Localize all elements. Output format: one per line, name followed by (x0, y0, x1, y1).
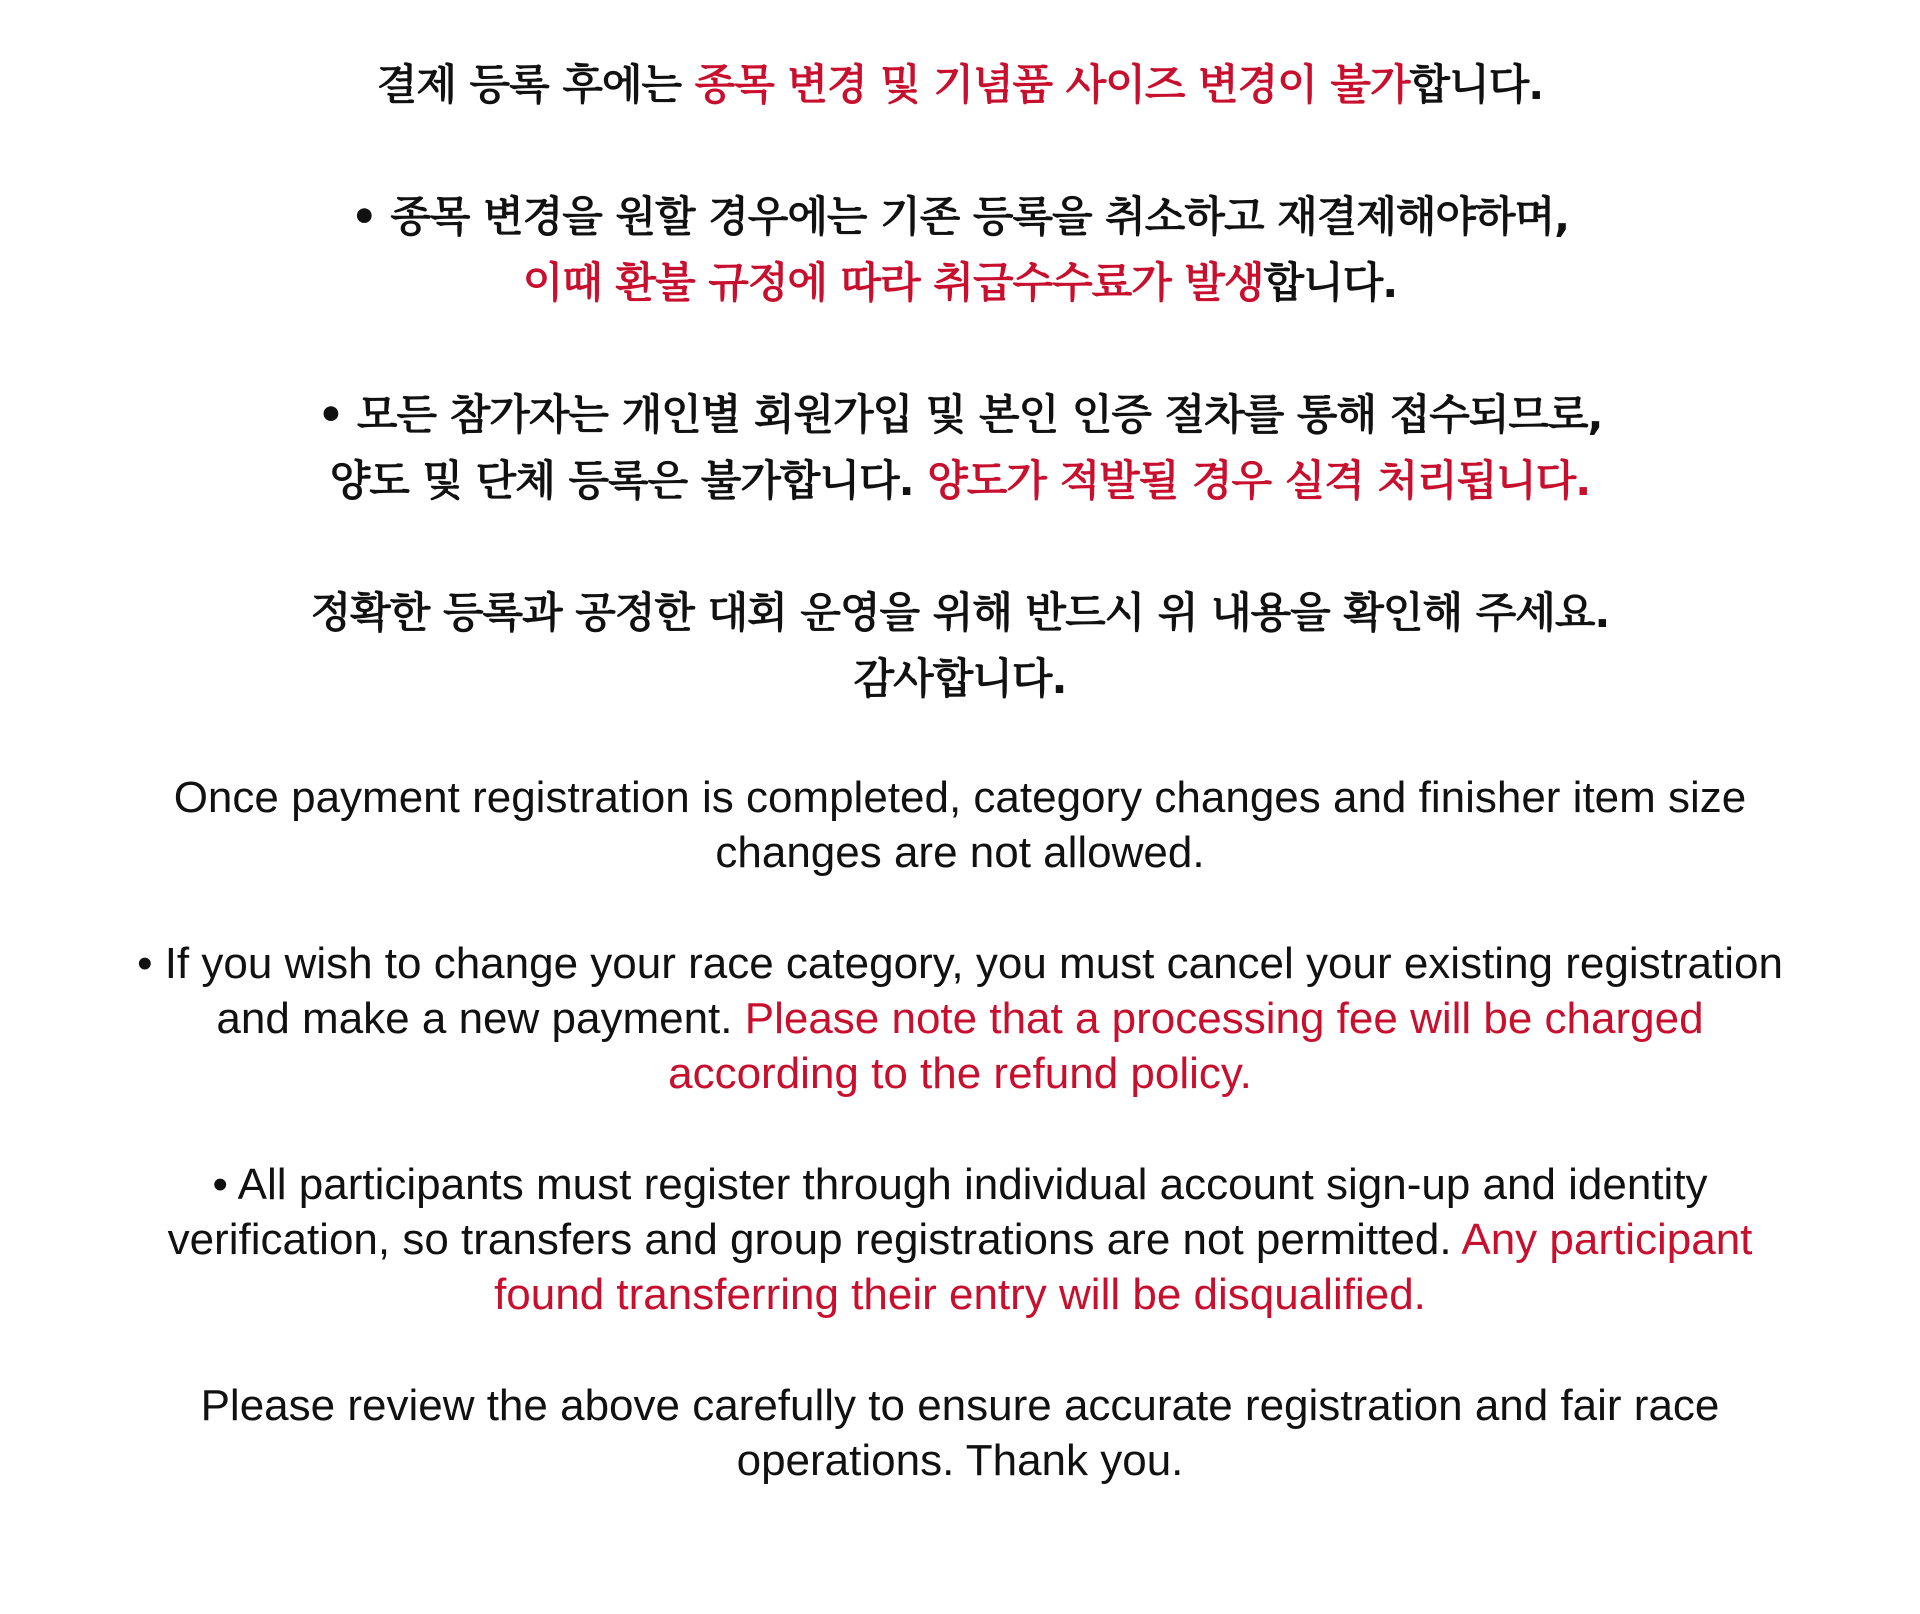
en-closing: Please review the above carefully to ensure accurate registration and fair race operations. Thank you. (200, 1381, 1720, 1485)
en-notice-2-pre: • If you wish to change your race category, you must cancel your existing registration and make a new payment. (137, 939, 1783, 1043)
en-notice-2-highlight: Please note that a processing fee will be charged according to the refund policy. (668, 994, 1704, 1098)
ko-notice-no-changes (0, 52, 1920, 118)
ko-notice-3-highlight: 양도가 적발될 경우 실격 처리됩니다. (927, 456, 1591, 505)
en-notice-3-pre: • All participants must register through individual account sign-up and identity verification, so transfers and group registrations are not permitted. (167, 1160, 1708, 1264)
ko-notice-2-line2 (0, 250, 1920, 316)
ko-notice-2-post: 합니다. (1263, 258, 1398, 307)
en-notice-no-changes: Once payment registration is completed, category changes and finisher item size changes are not allowed. (173, 773, 1747, 877)
en-notice-no-transfer (130, 1157, 1790, 1322)
ko-notice-1-post: 합니다. (1409, 60, 1544, 109)
ko-notice-3-line2 (0, 448, 1920, 514)
ko-closing (0, 580, 1920, 712)
ko-closing-line2: 감사합니다. (853, 654, 1067, 703)
en-notice-3-highlight: Any participant found transferring their entry will be disqualified. (494, 1215, 1753, 1319)
ko-notice-category-change (0, 184, 1920, 316)
ko-notice-3-pre: 양도 및 단체 등록은 불가합니다. (329, 456, 928, 505)
ko-notice-no-transfer (0, 382, 1920, 514)
ko-notice-3-line1: • 모든 참가자는 개인별 회원가입 및 본인 인증 절차를 통해 접수되므로, (317, 390, 1603, 439)
ko-notice-1-pre: 결제 등록 후에는 (376, 60, 695, 109)
ko-notice-2-line1: • 종목 변경을 원할 경우에는 기존 등록을 취소하고 재결제해야하며, (350, 192, 1570, 241)
en-notice-category-change (130, 936, 1790, 1101)
ko-notice-1-highlight: 종목 변경 및 기념품 사이즈 변경이 불가 (694, 60, 1410, 109)
ko-closing-line1: 정확한 등록과 공정한 대회 운영을 위해 반드시 위 내용을 확인해 주세요. (310, 588, 1610, 637)
ko-notice-2-highlight: 이때 환불 규정에 따라 취급수수료가 발생 (522, 258, 1264, 307)
